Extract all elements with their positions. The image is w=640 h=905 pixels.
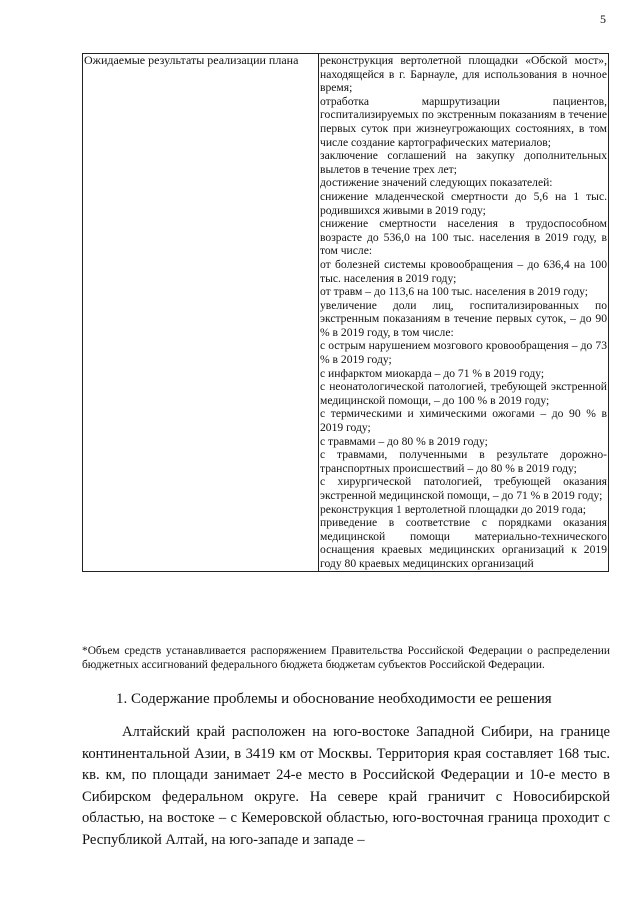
result-item: с травмами, полученными в результате дорожно-транспортных происшествий – до 80 % в 2019 году;: [320, 448, 607, 475]
result-item: от болезней системы кровообращения – до 636,4 на 100 тыс. населения в 2019 году;: [320, 257, 607, 285]
result-item: от травм – до 113,6 на 100 тыс. населения в 2019 году;: [320, 285, 588, 299]
result-item: с хирургической патологией, требующей оказания экстренной медицинской помощи, – до 71 % в 2019 году;: [320, 475, 607, 502]
result-item: с инфарктом миокарда – до 71 % в 2019 году;: [320, 366, 545, 380]
result-item: с травмами – до 80 % в 2019 году;: [320, 434, 488, 448]
result-item: заключение соглашений на закупку дополнительных вылетов в течение трех лет;: [320, 149, 607, 176]
result-item: снижение младенческой смертности до 5,6 на 1 тыс. родившихся живыми в 2019 году;: [320, 189, 607, 217]
row-label: Ожидаемые результаты реализации плана: [83, 54, 319, 572]
plan-passport-table: [82, 53, 609, 572]
result-item: отработка маршрутизации пациентов, госпитализируемых по экстренным показаниям в течение первых суток при жизнеугрожающих состояниях, в том числе создание картографических материалов;: [320, 94, 607, 149]
result-item: с термическими и химическими ожогами – до 90 % в 2019 году;: [320, 407, 607, 435]
result-item: снижение смертности населения в трудоспособном возрасте до 536,0 на 100 тыс. населения в 2019 году, в том числе:: [320, 217, 607, 258]
row-content: [319, 54, 609, 572]
result-item: реконструкция вертолетной площадки «Обской мост», находящейся в г. Барнауле, для использования в ночное время;: [320, 54, 607, 95]
table-row: [83, 54, 609, 572]
paragraph: Алтайский край расположен на юго-востоке Западной Сибири, на границе континентальной Азии, в 3419 км от Москвы. Территория края составляет 168 тыс. кв. км, по площади занимает 24-е место в Российской Федерации и 10-е место в Сибирском федеральном округе. На севере край граничит с Новосибирской областью, на востоке – с Кемеровской областью, юго-восточная граница проходит с Республикой Алтай, на юго-западе и западе –: [82, 724, 610, 848]
footnote: *Объем средств устанавливается распоряжением Правительства Российской Федерации о распределении бюджетных ассигнований федерального бюджета бюджетам субъектов Российской Федерации.: [82, 645, 610, 671]
section-heading: 1. Содержание проблемы и обоснование необходимости ее решения: [116, 691, 552, 707]
result-item: достижение значений следующих показателей:: [320, 176, 553, 190]
result-item: увеличение доли лиц, госпитализированных по экстренным показаниям в течение первых суток, – до 90 % в 2019 году, в том числе:: [320, 298, 607, 339]
result-item: приведение в соответствие с порядками оказания медицинской помощи материально-технического оснащения краевых медицинских организаций к 2019 году 80 краевых медицинских организаций: [320, 516, 607, 570]
body-text: [82, 722, 610, 852]
page-number: 5: [600, 12, 606, 26]
result-item: реконструкция 1 вертолетной площадки до 2019 года;: [320, 502, 586, 516]
result-item: с неонатологической патологией, требующей экстренной медицинской помощи, – до 100 % в 2019 году;: [320, 380, 607, 407]
result-item: с острым нарушением мозгового кровообращения – до 73 % в 2019 году;: [320, 339, 607, 367]
